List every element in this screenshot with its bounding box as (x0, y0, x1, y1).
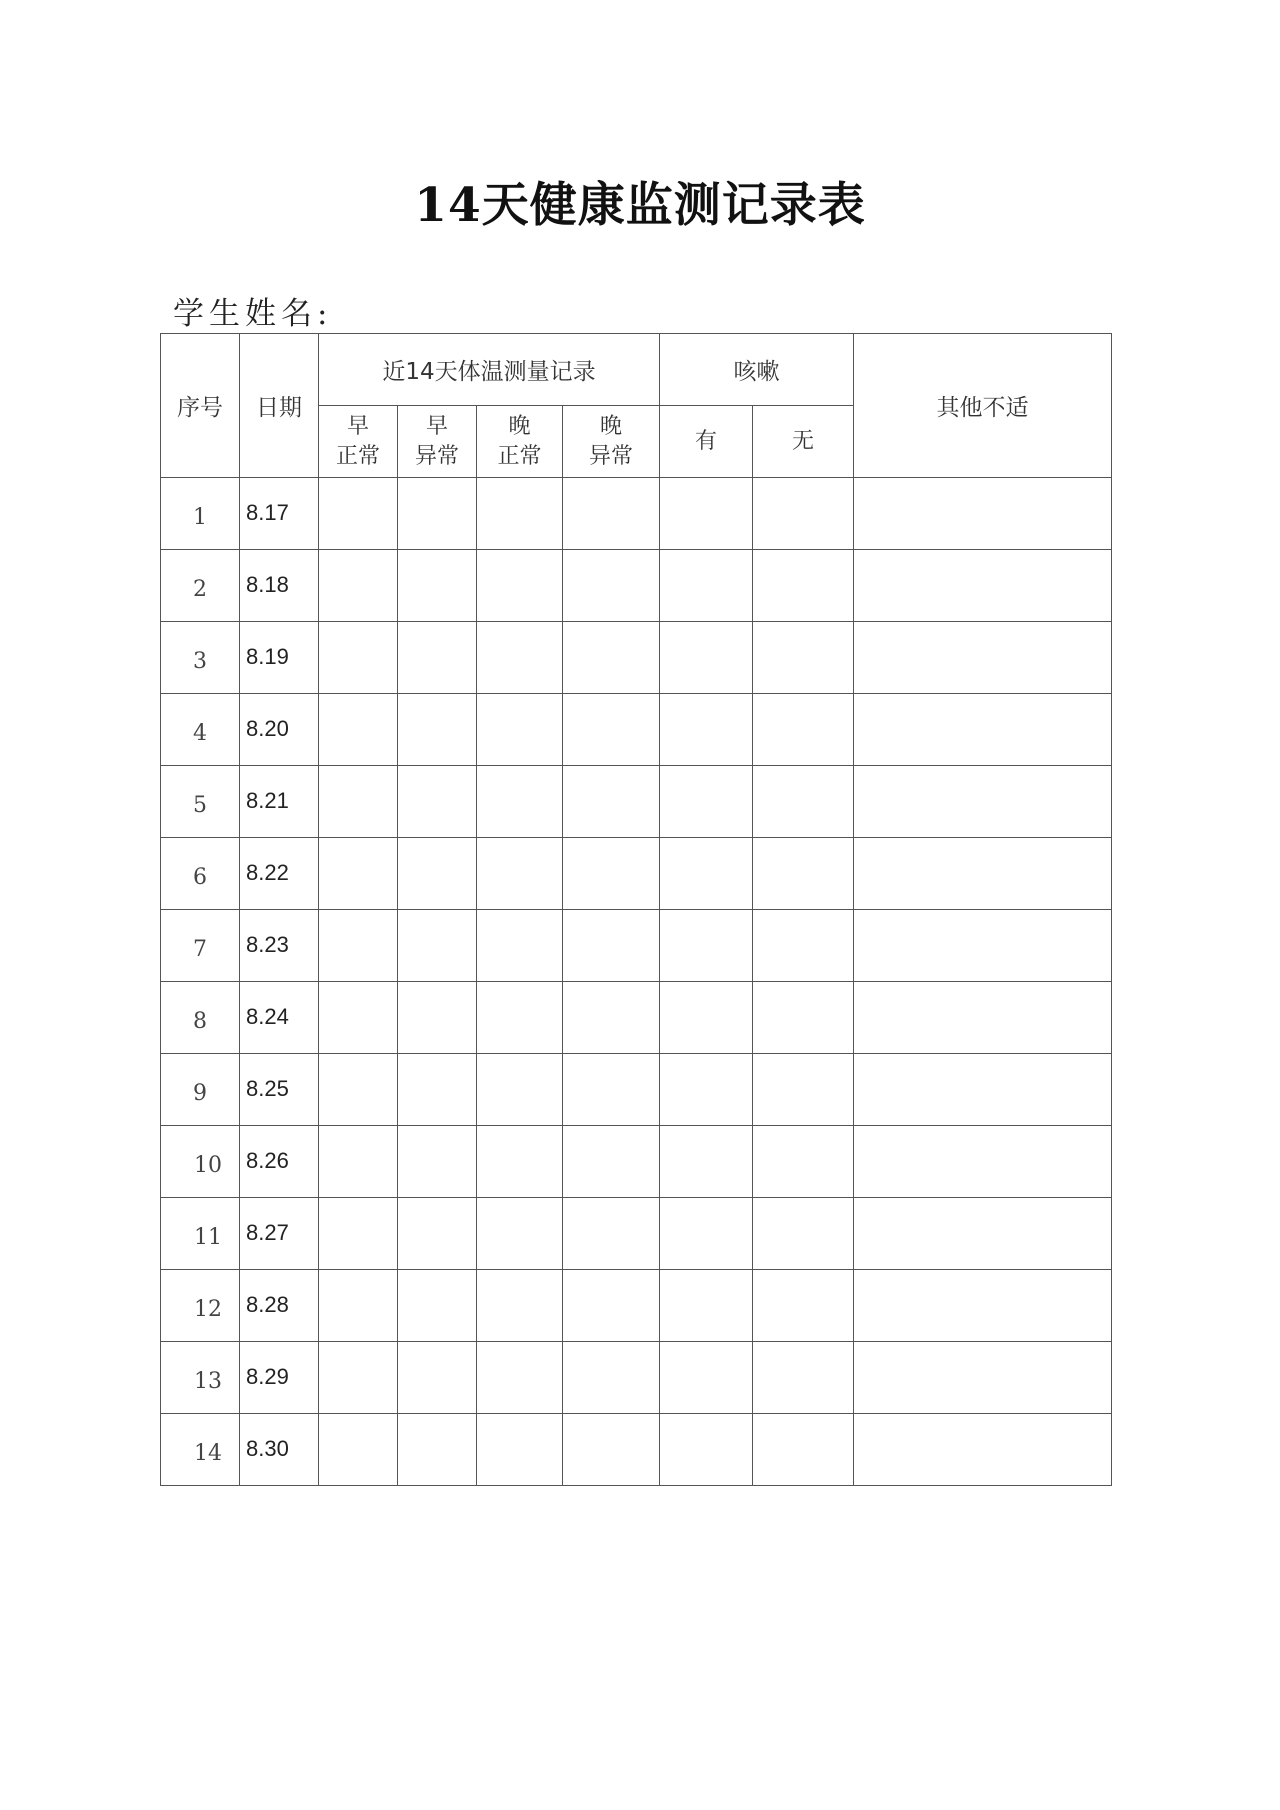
entry-cell[interactable] (398, 550, 477, 622)
entry-cell[interactable] (398, 1270, 477, 1342)
table-row (161, 622, 1112, 694)
entry-cell[interactable] (319, 910, 398, 982)
entry-cell[interactable] (753, 622, 854, 694)
entry-cell[interactable] (563, 1342, 660, 1414)
row-date: 8.20 (240, 694, 319, 766)
entry-cell[interactable] (398, 910, 477, 982)
entry-cell[interactable] (398, 478, 477, 550)
table-row (161, 838, 1112, 910)
temp-col-line2: 正常 (497, 443, 542, 469)
entry-cell[interactable] (753, 982, 854, 1054)
entry-cell[interactable] (563, 910, 660, 982)
entry-cell[interactable] (398, 1126, 477, 1198)
entry-cell[interactable] (398, 766, 477, 838)
row-seq: 8 (161, 982, 240, 1054)
temperature-group-header: 近14天体温测量记录 (319, 334, 660, 406)
row-date: 8.23 (240, 910, 319, 982)
entry-cell[interactable] (753, 478, 854, 550)
table-row (161, 1342, 1112, 1414)
entry-cell[interactable] (319, 478, 398, 550)
header-row-1 (161, 334, 1112, 406)
student-name-label: 学生姓名: (173, 296, 333, 332)
entry-cell[interactable] (753, 766, 854, 838)
entry-cell[interactable] (660, 1054, 753, 1126)
temp-col-line1: 晚 (508, 413, 531, 439)
cough-no-header: 无 (753, 406, 854, 478)
entry-cell[interactable] (477, 1198, 563, 1270)
table-row (161, 1054, 1112, 1126)
temp-col-header (563, 406, 660, 478)
entry-cell[interactable] (477, 1342, 563, 1414)
entry-cell[interactable] (563, 622, 660, 694)
entry-cell[interactable] (563, 478, 660, 550)
entry-cell[interactable] (660, 1270, 753, 1342)
entry-cell[interactable] (563, 1414, 660, 1486)
health-record-table (160, 333, 1112, 1486)
row-seq: 12 (161, 1270, 240, 1342)
entry-cell[interactable] (319, 838, 398, 910)
entry-cell[interactable] (398, 622, 477, 694)
temp-col-header (477, 406, 563, 478)
table-row (161, 1198, 1112, 1270)
entry-cell[interactable] (477, 1126, 563, 1198)
entry-cell[interactable] (319, 1126, 398, 1198)
row-seq: 4 (161, 694, 240, 766)
row-date: 8.17 (240, 478, 319, 550)
entry-cell[interactable] (319, 1054, 398, 1126)
entry-cell[interactable] (660, 766, 753, 838)
entry-cell[interactable] (854, 694, 1112, 766)
page-title: 14天健康监测记录表 (414, 178, 866, 233)
entry-cell[interactable] (319, 694, 398, 766)
row-seq: 3 (161, 622, 240, 694)
row-seq: 11 (161, 1198, 240, 1270)
row-seq: 10 (161, 1126, 240, 1198)
entry-cell[interactable] (563, 550, 660, 622)
entry-cell[interactable] (477, 1414, 563, 1486)
row-seq: 2 (161, 550, 240, 622)
entry-cell[interactable] (753, 694, 854, 766)
table-body (161, 478, 1112, 1486)
entry-cell[interactable] (563, 1126, 660, 1198)
entry-cell[interactable] (398, 838, 477, 910)
entry-cell[interactable] (660, 1198, 753, 1270)
entry-cell[interactable] (477, 550, 563, 622)
entry-cell[interactable] (563, 838, 660, 910)
entry-cell[interactable] (854, 478, 1112, 550)
row-date: 8.22 (240, 838, 319, 910)
entry-cell[interactable] (660, 694, 753, 766)
entry-cell[interactable] (477, 694, 563, 766)
table-row (161, 1414, 1112, 1486)
entry-cell[interactable] (854, 1126, 1112, 1198)
entry-cell[interactable] (753, 910, 854, 982)
seq-header: 序号 (161, 334, 240, 478)
table-row (161, 1270, 1112, 1342)
entry-cell[interactable] (660, 622, 753, 694)
row-date: 8.28 (240, 1270, 319, 1342)
entry-cell[interactable] (753, 550, 854, 622)
entry-cell[interactable] (660, 1126, 753, 1198)
entry-cell[interactable] (660, 550, 753, 622)
entry-cell[interactable] (477, 1054, 563, 1126)
entry-cell[interactable] (854, 1342, 1112, 1414)
temp-col-header (319, 406, 398, 478)
entry-cell[interactable] (660, 838, 753, 910)
entry-cell[interactable] (854, 622, 1112, 694)
entry-cell[interactable] (660, 1342, 753, 1414)
table-row (161, 982, 1112, 1054)
entry-cell[interactable] (660, 982, 753, 1054)
row-date: 8.21 (240, 766, 319, 838)
entry-cell[interactable] (753, 1054, 854, 1126)
entry-cell[interactable] (660, 910, 753, 982)
entry-cell[interactable] (660, 478, 753, 550)
row-seq: 13 (161, 1342, 240, 1414)
temp-col-line2: 正常 (335, 443, 380, 469)
row-seq: 5 (161, 766, 240, 838)
row-seq: 1 (161, 478, 240, 550)
entry-cell[interactable] (398, 1342, 477, 1414)
entry-cell[interactable] (477, 478, 563, 550)
table-row (161, 550, 1112, 622)
table-row (161, 766, 1112, 838)
entry-cell[interactable] (477, 766, 563, 838)
row-date: 8.24 (240, 982, 319, 1054)
entry-cell[interactable] (753, 1342, 854, 1414)
row-date: 8.25 (240, 1054, 319, 1126)
other-discomfort-header: 其他不适 (854, 334, 1112, 478)
entry-cell[interactable] (753, 838, 854, 910)
entry-cell[interactable] (753, 1126, 854, 1198)
entry-cell[interactable] (398, 694, 477, 766)
entry-cell[interactable] (854, 838, 1112, 910)
entry-cell[interactable] (854, 1198, 1112, 1270)
entry-cell[interactable] (753, 1198, 854, 1270)
temp-col-line1: 早 (346, 413, 369, 439)
entry-cell[interactable] (398, 1414, 477, 1486)
entry-cell[interactable] (753, 1414, 854, 1486)
entry-cell[interactable] (477, 1270, 563, 1342)
row-date: 8.29 (240, 1342, 319, 1414)
row-seq: 14 (161, 1414, 240, 1486)
entry-cell[interactable] (319, 1414, 398, 1486)
table-row (161, 694, 1112, 766)
table-row (161, 910, 1112, 982)
entry-cell[interactable] (563, 694, 660, 766)
entry-cell[interactable] (563, 982, 660, 1054)
entry-cell[interactable] (854, 982, 1112, 1054)
entry-cell[interactable] (319, 766, 398, 838)
temp-col-line1: 早 (425, 413, 448, 439)
entry-cell[interactable] (398, 1198, 477, 1270)
row-date: 8.26 (240, 1126, 319, 1198)
entry-cell[interactable] (563, 766, 660, 838)
entry-cell[interactable] (563, 1054, 660, 1126)
row-seq: 6 (161, 838, 240, 910)
cough-group-header: 咳嗽 (660, 334, 854, 406)
entry-cell[interactable] (854, 910, 1112, 982)
entry-cell[interactable] (854, 550, 1112, 622)
entry-cell[interactable] (477, 982, 563, 1054)
entry-cell[interactable] (477, 622, 563, 694)
row-date: 8.19 (240, 622, 319, 694)
date-header: 日期 (240, 334, 319, 478)
entry-cell[interactable] (660, 1414, 753, 1486)
entry-cell[interactable] (319, 982, 398, 1054)
entry-cell[interactable] (753, 1270, 854, 1342)
entry-cell[interactable] (854, 766, 1112, 838)
entry-cell[interactable] (319, 550, 398, 622)
entry-cell[interactable] (854, 1414, 1112, 1486)
entry-cell[interactable] (319, 622, 398, 694)
row-date: 8.27 (240, 1198, 319, 1270)
cough-yes-header: 有 (660, 406, 753, 478)
entry-cell[interactable] (319, 1342, 398, 1414)
row-date: 8.18 (240, 550, 319, 622)
entry-cell[interactable] (398, 1054, 477, 1126)
row-date: 8.30 (240, 1414, 319, 1486)
entry-cell[interactable] (398, 982, 477, 1054)
entry-cell[interactable] (854, 1270, 1112, 1342)
entry-cell[interactable] (563, 1270, 660, 1342)
table-row (161, 1126, 1112, 1198)
entry-cell[interactable] (319, 1198, 398, 1270)
entry-cell[interactable] (854, 1054, 1112, 1126)
entry-cell[interactable] (477, 910, 563, 982)
row-seq: 7 (161, 910, 240, 982)
entry-cell[interactable] (319, 1270, 398, 1342)
entry-cell[interactable] (563, 1198, 660, 1270)
row-seq: 9 (161, 1054, 240, 1126)
temp-col-header (398, 406, 477, 478)
entry-cell[interactable] (477, 838, 563, 910)
temp-col-line1: 晚 (600, 413, 623, 439)
temp-col-line2: 异常 (414, 443, 459, 469)
table-row (161, 478, 1112, 550)
temp-col-line2: 异常 (589, 443, 634, 469)
